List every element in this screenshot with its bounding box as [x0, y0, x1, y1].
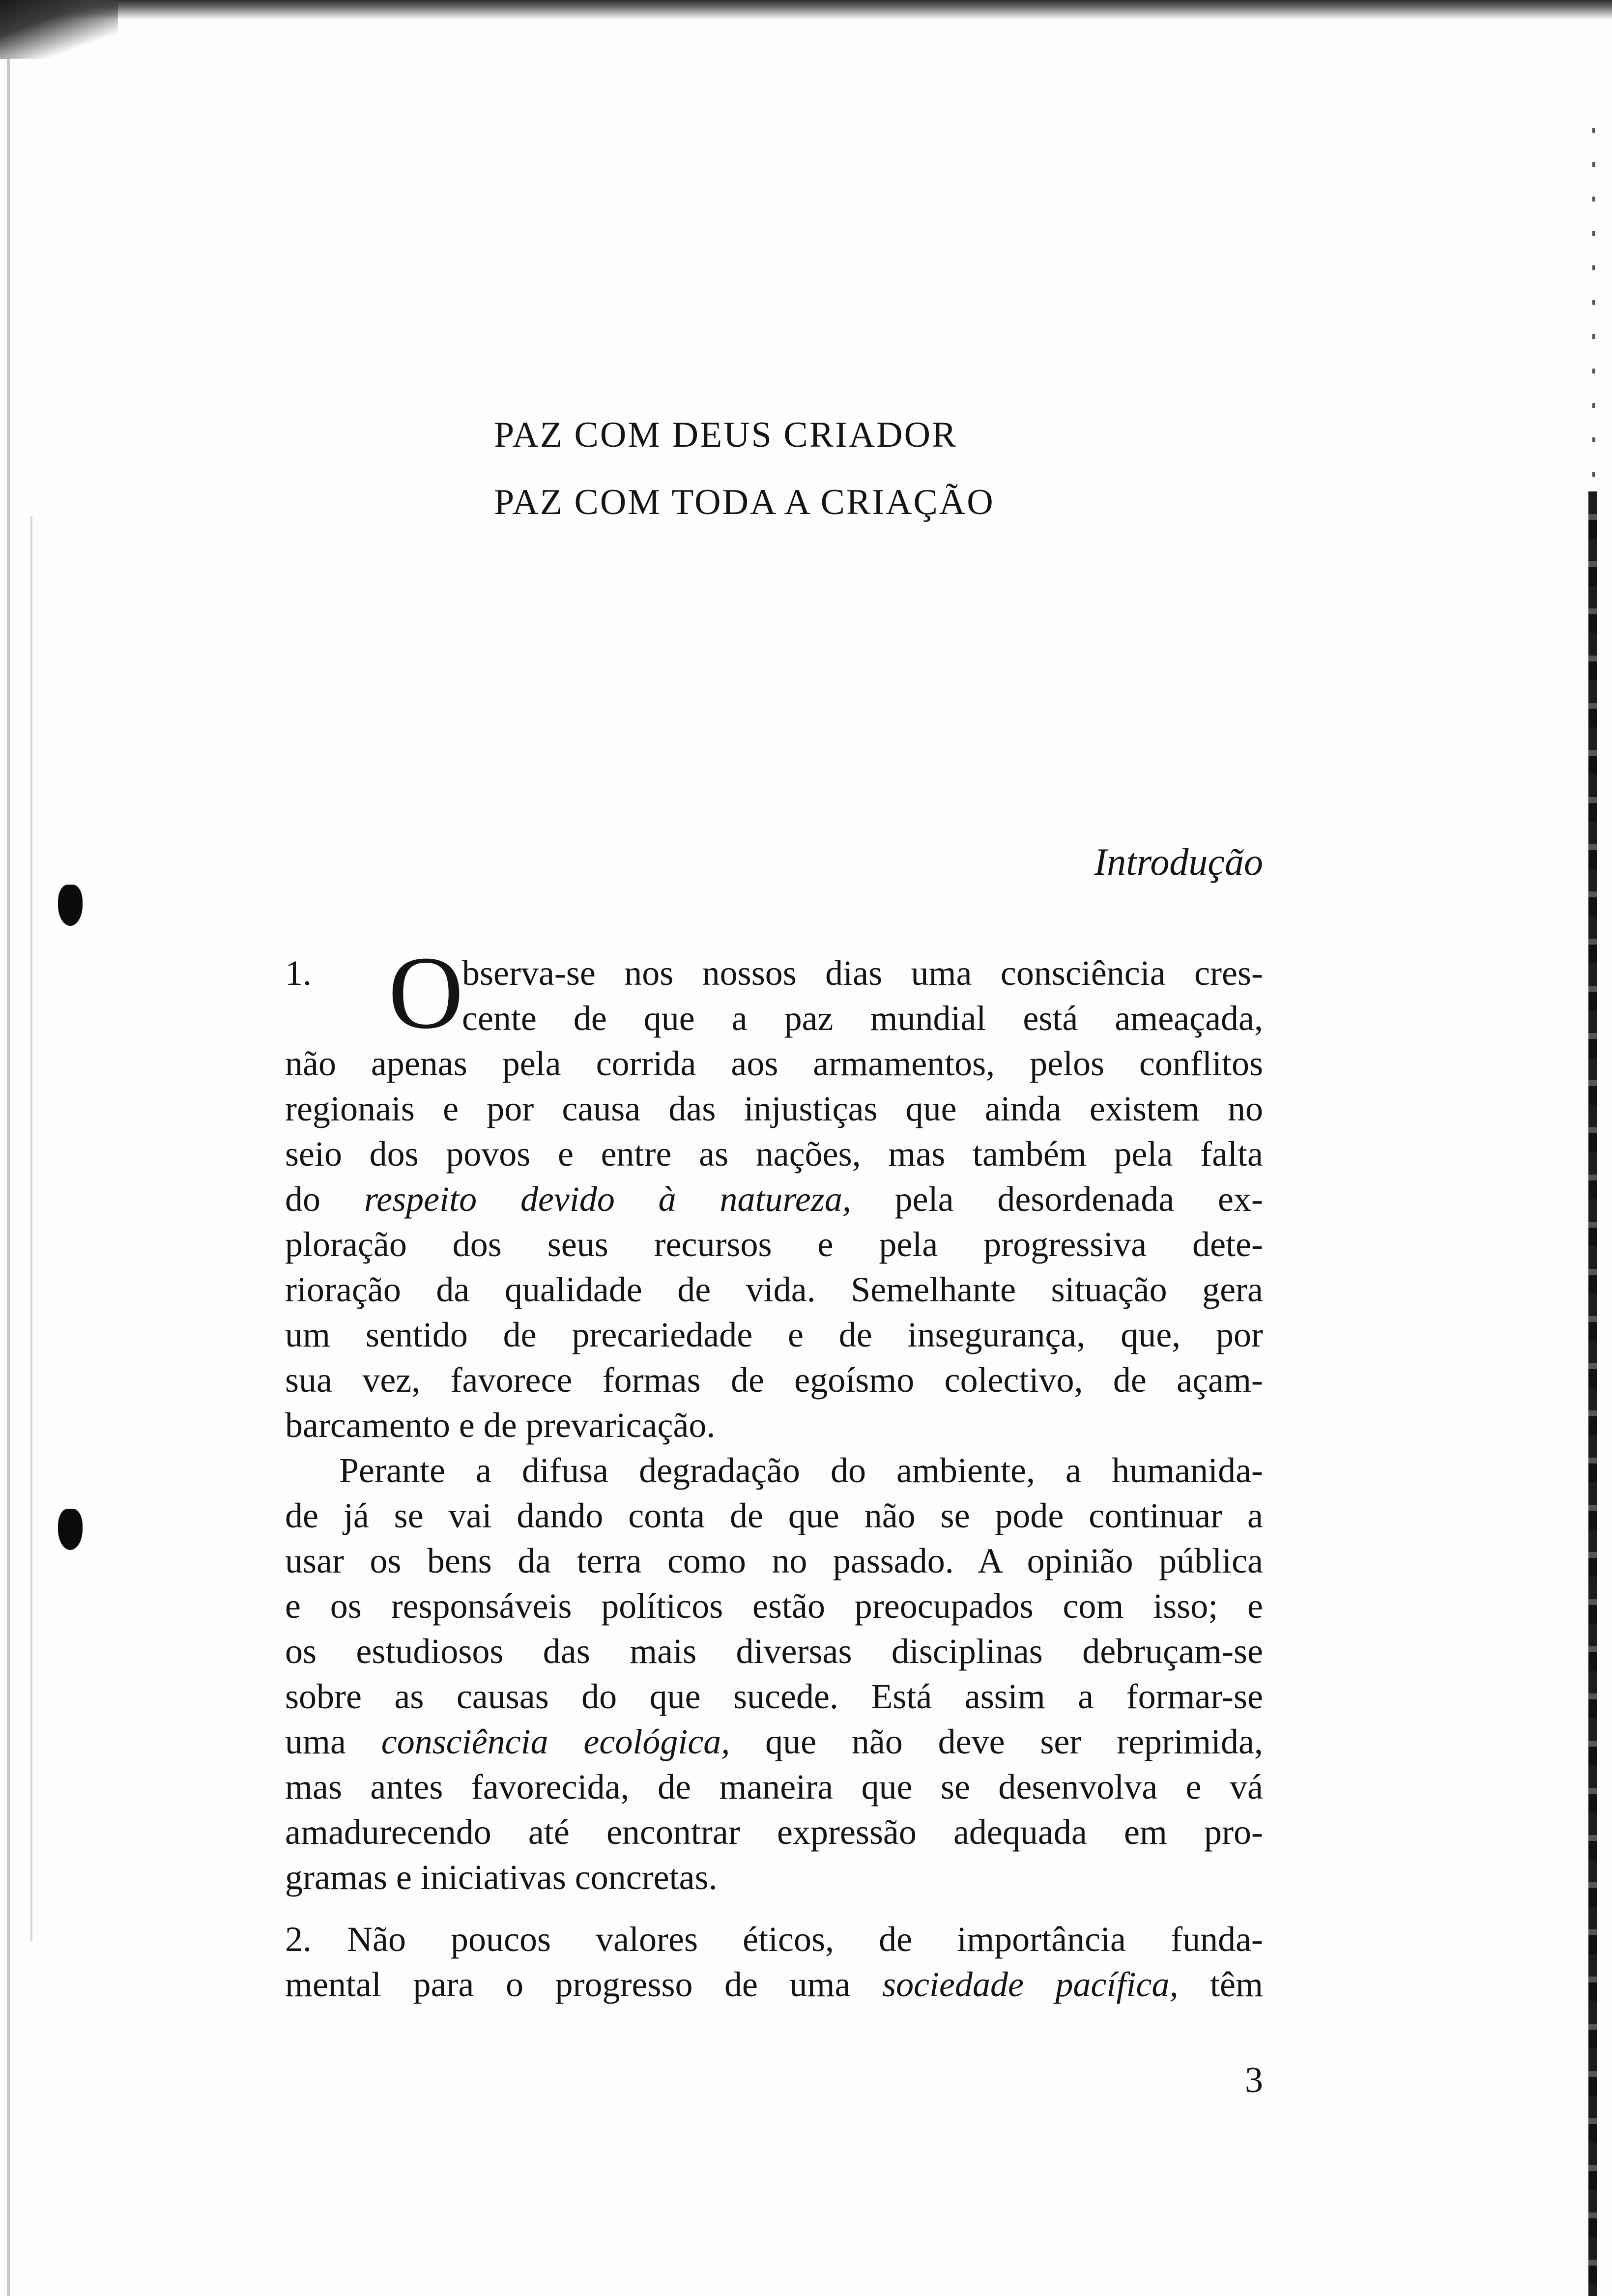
- text-line: regionais e por causa das injustiças que ainda existem no: [285, 1089, 1263, 1128]
- text-line: [285, 1962, 1263, 2007]
- text-line: um sentido de precariedade e de insegurança, que, por: [285, 1315, 1263, 1354]
- text-line: 2. Não poucos valores éticos, de importância funda-: [285, 1920, 1263, 1959]
- text-line: bserva-se nos nossos dias uma consciência cres-: [462, 953, 1263, 993]
- text-line: rioração da qualidade de vida. Semelhante situação gera: [285, 1270, 1263, 1309]
- paragraph-2: [285, 1917, 1263, 2007]
- scan-dark-corner: [0, 0, 118, 59]
- text-line: não apenas pela corrida aos armamentos, pelos conflitos: [285, 1044, 1263, 1083]
- scan-left-edge: [7, 59, 10, 2296]
- scan-top-edge: [0, 0, 1612, 20]
- text-line: [285, 1177, 1263, 1222]
- page-title-line-1: PAZ COM DEUS CRIADOR: [494, 415, 958, 455]
- drop-cap: O: [388, 935, 464, 1050]
- text-line: de já se vai dando conta de que não se pode continuar a: [285, 1496, 1263, 1535]
- text-line: os estudiosos das mais diversas disciplinas debruçam-se: [285, 1632, 1263, 1671]
- page-number: 3: [1245, 2060, 1263, 2100]
- text-run: mental para o progresso de uma: [285, 1965, 883, 2004]
- scan-right-edge: [1588, 491, 1597, 2296]
- scan-right-edge-faint: [1592, 128, 1595, 491]
- emphasis-sociedade-pacifica: sociedade pacífica,: [882, 1965, 1179, 2004]
- text-run: que não deve ser reprimida,: [730, 1722, 1263, 1761]
- paragraph-1: [285, 950, 1263, 1900]
- text-line: sua vez, favorece formas de egoísmo colectivo, de açam-: [285, 1360, 1263, 1400]
- text-line: mas antes favorecida, de maneira que se desenvolva e vá: [285, 1767, 1263, 1807]
- page-title-line-2: PAZ COM TODA A CRIAÇÃO: [494, 482, 995, 522]
- text-line: sobre as causas do que sucede. Está assim a formar-se: [285, 1677, 1263, 1716]
- emphasis-consciencia-ecologica: consciência ecológica,: [381, 1722, 730, 1761]
- text-run: uma: [285, 1722, 381, 1761]
- text-line: seio dos povos e entre as nações, mas também pela falta: [285, 1134, 1263, 1174]
- section-heading: Introdução: [1094, 840, 1263, 883]
- emphasis-respeito: respeito devido à natureza,: [364, 1179, 851, 1219]
- text-run: pela desordenada ex-: [851, 1179, 1263, 1219]
- text-line: e os responsáveis políticos estão preocupados com isso; e: [285, 1586, 1263, 1626]
- scan-left-fold-line: [30, 516, 32, 1941]
- text-line: barcamento e de prevaricação.: [285, 1406, 716, 1445]
- paragraph-number-1: 1.: [285, 953, 312, 993]
- text-line: usar os bens da terra como no passado. A opinião pública: [285, 1541, 1263, 1580]
- text-line: gramas e iniciativas concretas.: [285, 1858, 718, 1897]
- text-line: [285, 1719, 1263, 1764]
- punch-hole-bottom: [58, 1509, 83, 1550]
- text-run: têm: [1178, 1965, 1263, 2004]
- text-line: Perante a difusa degradação do ambiente, a humanida-: [339, 1451, 1263, 1490]
- punch-hole-top: [58, 885, 83, 926]
- text-line: ploração dos seus recursos e pela progressiva dete-: [285, 1225, 1263, 1264]
- text-line: cente de que a paz mundial está ameaçada,: [462, 999, 1263, 1038]
- text-run: do: [285, 1179, 364, 1219]
- text-line: amadurecendo até encontrar expressão adequada em pro-: [285, 1812, 1263, 1852]
